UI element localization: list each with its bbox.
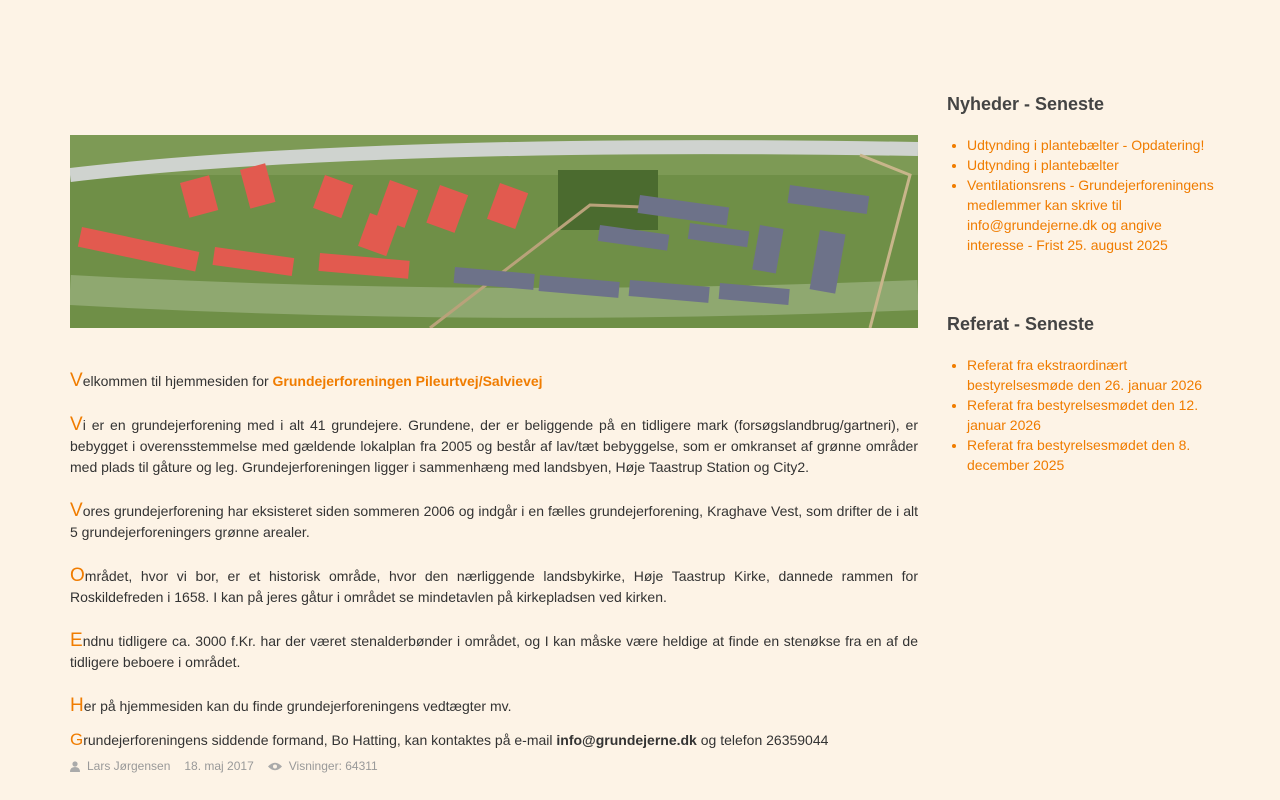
drop-cap: V xyxy=(70,500,83,521)
bylaws-paragraph xyxy=(70,695,918,717)
news-list xyxy=(947,135,1217,255)
association-link[interactable]: Grundejerforeningen Pileurtvej/Salvievej xyxy=(272,373,543,389)
contact-email-link[interactable]: info@grundejerne.dk xyxy=(556,732,697,748)
hero-aerial-image xyxy=(70,135,918,328)
list-item xyxy=(967,175,1217,255)
news-link[interactable]: Udtynding i plantebælter - Opdatering! xyxy=(967,137,1205,153)
stone-age-text: ndnu tidligere ca. 3000 f.Kr. har der været stenalderbønder i området, og I kan måske være heldige at finde en stenøkse fra en af de tidligere beboere i området. xyxy=(70,633,918,670)
drop-cap: V xyxy=(70,414,83,435)
news-link[interactable]: Udtynding i plantebælter xyxy=(967,157,1119,173)
about-text: i er en grundejerforening med i alt 41 grundejere. Grundene, der er beliggende på en tidligere mark (forsøgslandbrug/gartneri), er bebygget i overensstemmelse med gældende lokalplan fra 2005 og består af lav/tæt bebyggelse, som er omkranset af grønne områder med plads til gåture og leg. Grundejerforeningen ligger i sammenhæng med landsbyen, Høje Taastrup Station og City2. xyxy=(70,417,918,475)
list-item xyxy=(967,135,1217,155)
drop-cap: H xyxy=(70,695,84,716)
drop-cap: V xyxy=(70,370,83,391)
view-count-text: Visninger: 64311 xyxy=(288,759,378,773)
drop-cap: G xyxy=(70,730,84,749)
about-paragraph xyxy=(70,414,918,478)
main-content xyxy=(70,135,918,773)
minutes-link[interactable]: Referat fra bestyrelsesmødet den 12. januar 2026 xyxy=(967,397,1199,433)
history-paragraph xyxy=(70,500,918,543)
history-text: ores grundejerforening har eksisteret siden sommeren 2006 og indgår i en fælles grundejerforening, Kraghave Vest, som drifter de i alt 5 grundejerforeningers grønne arealer. xyxy=(70,503,918,540)
news-link[interactable]: Ventilationsrens - Grundejerforeningens medlemmer kan skrive til info@grundejerne.dk og angive interesse - Frist 25. august 2025 xyxy=(967,177,1214,253)
news-heading: Nyheder - Seneste xyxy=(947,94,1105,114)
author xyxy=(70,759,170,773)
drop-cap: E xyxy=(70,630,83,651)
drop-cap: O xyxy=(70,565,85,586)
publish-date: 18. maj 2017 xyxy=(184,759,254,773)
article-meta xyxy=(70,759,918,773)
minutes-link[interactable]: Referat fra bestyrelsesmødet den 8. december 2025 xyxy=(967,437,1191,473)
article-body xyxy=(70,370,918,773)
contact-phone-text: og telefon 26359044 xyxy=(696,732,829,748)
area-paragraph xyxy=(70,565,918,608)
minutes-link[interactable]: Referat fra ekstraordinært bestyrelsesmøde den 26. januar 2026 xyxy=(967,357,1203,393)
view-count xyxy=(268,759,378,773)
intro-paragraph xyxy=(70,370,918,392)
sidebar xyxy=(947,93,1217,533)
user-icon xyxy=(70,761,80,772)
list-item xyxy=(967,395,1217,435)
minutes-heading: Referat - Seneste xyxy=(947,314,1095,334)
eye-icon xyxy=(268,762,282,771)
contact-text: rundejerforeningens siddende formand, Bo Hatting, kan kontaktes på e-mail xyxy=(83,732,557,748)
stone-age-paragraph xyxy=(70,630,918,673)
intro-text: elkommen til hjemmesiden for xyxy=(82,373,273,389)
bylaws-text: er på hjemmesiden kan du finde grundejerforeningens vedtægter mv. xyxy=(83,698,512,714)
author-name: Lars Jørgensen xyxy=(87,759,171,773)
minutes-list xyxy=(947,355,1217,475)
contact-paragraph xyxy=(70,729,918,751)
list-item xyxy=(967,435,1217,475)
list-item xyxy=(967,355,1217,395)
area-text: mrådet, hvor vi bor, er et historisk område, hvor den nærliggende landsbykirke, Høje Taastrup Kirke, dannede rammen for Roskildefreden i 1658. I kan på jeres gåtur i området se mindetavlen på kirkepladsen ved kirken. xyxy=(70,568,918,605)
list-item xyxy=(967,155,1217,175)
